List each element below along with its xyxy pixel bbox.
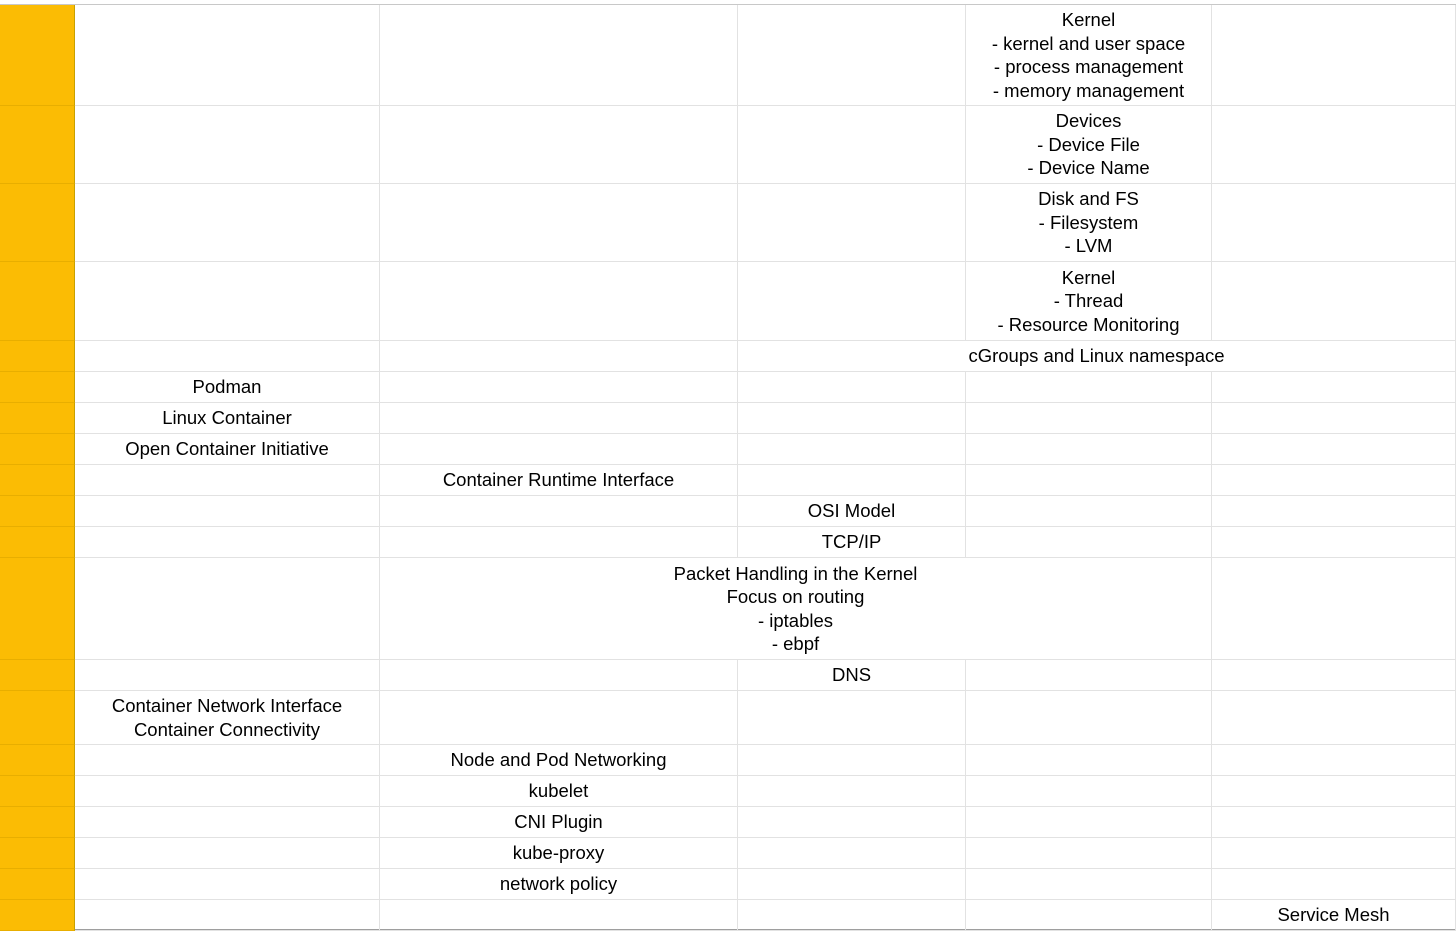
grid-cell[interactable] <box>738 745 966 776</box>
grid-cell[interactable] <box>380 434 738 465</box>
grid-cell[interactable] <box>966 691 1212 745</box>
row-header-cell[interactable] <box>0 558 75 660</box>
grid-cell[interactable] <box>966 807 1212 838</box>
grid-cell[interactable] <box>1212 262 1456 341</box>
grid-cell[interactable] <box>1212 776 1456 807</box>
row-header-cell[interactable] <box>0 434 75 465</box>
grid-cell[interactable] <box>75 807 380 838</box>
grid-cell[interactable] <box>380 106 738 184</box>
row-header-cell[interactable] <box>0 496 75 527</box>
row-header-cell[interactable] <box>0 776 75 807</box>
grid-cell[interactable] <box>1212 691 1456 745</box>
grid-cell[interactable] <box>75 496 380 527</box>
grid-cell[interactable] <box>75 838 380 869</box>
row-header-cell[interactable] <box>0 807 75 838</box>
cell-kernel-basics[interactable]: Kernel - kernel and user space - process management - memory management <box>966 5 1212 106</box>
spreadsheet-grid <box>0 4 1456 930</box>
grid-cell[interactable] <box>738 838 966 869</box>
grid-cell[interactable] <box>738 869 966 900</box>
cell-devices[interactable]: Devices - Device File - Device Name <box>966 106 1212 184</box>
grid-cell[interactable] <box>75 558 380 660</box>
grid-cell[interactable] <box>1212 106 1456 184</box>
row-header-cell[interactable] <box>0 184 75 262</box>
cell-kernel-threads[interactable]: Kernel - Thread - Resource Monitoring <box>966 262 1212 341</box>
grid-cell[interactable] <box>966 900 1212 931</box>
grid-cell[interactable] <box>75 465 380 496</box>
grid-cell[interactable] <box>1212 527 1456 558</box>
grid-cell[interactable] <box>75 776 380 807</box>
grid-cell[interactable] <box>738 434 966 465</box>
grid-cell[interactable] <box>75 869 380 900</box>
cell-node-and-pod-networking[interactable]: Node and Pod Networking <box>380 745 738 776</box>
row-header-cell[interactable] <box>0 465 75 496</box>
grid-cell[interactable] <box>738 184 966 262</box>
grid-cell[interactable] <box>738 262 966 341</box>
grid-cell[interactable] <box>738 900 966 931</box>
grid-cell[interactable] <box>380 403 738 434</box>
row-header-cell[interactable] <box>0 869 75 900</box>
grid-cell[interactable] <box>380 5 738 106</box>
grid-cell[interactable] <box>75 745 380 776</box>
grid-cell[interactable] <box>1212 496 1456 527</box>
cell-tcp-ip[interactable]: TCP/IP <box>738 527 966 558</box>
row-header-cell[interactable] <box>0 262 75 341</box>
grid-cell[interactable] <box>738 465 966 496</box>
grid-cell[interactable] <box>1212 434 1456 465</box>
row-header-cell[interactable] <box>0 838 75 869</box>
grid-cell[interactable] <box>1212 184 1456 262</box>
grid-cell[interactable] <box>738 5 966 106</box>
row-header-cell[interactable] <box>0 5 75 106</box>
grid-cell[interactable] <box>75 5 380 106</box>
cell-kube-proxy[interactable]: kube-proxy <box>380 838 738 869</box>
grid-cell[interactable] <box>1212 869 1456 900</box>
cell-container-network-interface[interactable]: Container Network Interface Container Connectivity <box>75 691 380 745</box>
cell-podman[interactable]: Podman <box>75 372 380 403</box>
grid-cell[interactable] <box>380 900 738 931</box>
row-header-cell[interactable] <box>0 106 75 184</box>
grid-cell[interactable] <box>75 527 380 558</box>
cell-packet-handling[interactable]: Packet Handling in the Kernel Focus on routing - iptables - ebpf <box>380 558 1212 660</box>
grid-cell[interactable] <box>738 807 966 838</box>
cell-disk-and-fs[interactable]: Disk and FS - Filesystem - LVM <box>966 184 1212 262</box>
grid-cell[interactable] <box>1212 465 1456 496</box>
grid-cell[interactable] <box>380 262 738 341</box>
row-header-cell[interactable] <box>0 691 75 745</box>
grid-cell[interactable] <box>966 660 1212 691</box>
grid-cell[interactable] <box>75 106 380 184</box>
cell-service-mesh[interactable]: Service Mesh <box>1212 900 1456 931</box>
row-header-cell[interactable] <box>0 660 75 691</box>
grid-cell[interactable] <box>966 372 1212 403</box>
grid-cell[interactable] <box>75 341 380 372</box>
grid-cell[interactable] <box>738 403 966 434</box>
grid-cell[interactable] <box>966 869 1212 900</box>
grid-cell[interactable] <box>1212 807 1456 838</box>
cell-container-runtime-interface[interactable]: Container Runtime Interface <box>380 465 738 496</box>
row-header-cell[interactable] <box>0 527 75 558</box>
grid-cell[interactable] <box>966 838 1212 869</box>
grid-cell[interactable] <box>1212 558 1456 660</box>
cell-open-container-initiative[interactable]: Open Container Initiative <box>75 434 380 465</box>
grid-cell[interactable] <box>1212 745 1456 776</box>
grid-cell[interactable] <box>380 660 738 691</box>
cell-cgroups-namespace[interactable]: cGroups and Linux namespace <box>738 341 1456 372</box>
grid-cell[interactable] <box>1212 403 1456 434</box>
grid-cell[interactable] <box>966 776 1212 807</box>
grid-cell[interactable] <box>1212 5 1456 106</box>
grid-cell[interactable] <box>75 660 380 691</box>
cell-osi-model[interactable]: OSI Model <box>738 496 966 527</box>
grid-cell[interactable] <box>738 776 966 807</box>
grid-cell[interactable] <box>380 341 738 372</box>
grid-cell[interactable] <box>738 106 966 184</box>
grid-cell[interactable] <box>738 372 966 403</box>
row-header-cell[interactable] <box>0 372 75 403</box>
grid-cell[interactable] <box>380 496 738 527</box>
grid-cell[interactable] <box>1212 372 1456 403</box>
grid-cell[interactable] <box>380 184 738 262</box>
grid-cell[interactable] <box>75 900 380 931</box>
grid-cell[interactable] <box>966 496 1212 527</box>
grid-cell[interactable] <box>380 372 738 403</box>
cell-dns[interactable]: DNS <box>738 660 966 691</box>
grid-cell[interactable] <box>75 184 380 262</box>
cell-network-policy[interactable]: network policy <box>380 869 738 900</box>
grid-cell[interactable] <box>966 745 1212 776</box>
grid-cell[interactable] <box>966 527 1212 558</box>
cell-linux-container[interactable]: Linux Container <box>75 403 380 434</box>
grid-cell[interactable] <box>380 527 738 558</box>
grid-cell[interactable] <box>966 403 1212 434</box>
cell-cni-plugin[interactable]: CNI Plugin <box>380 807 738 838</box>
grid-cell[interactable] <box>380 691 738 745</box>
grid-cell[interactable] <box>1212 838 1456 869</box>
grid-cell[interactable] <box>966 465 1212 496</box>
grid-cell[interactable] <box>966 434 1212 465</box>
cell-kubelet[interactable]: kubelet <box>380 776 738 807</box>
row-header-cell[interactable] <box>0 341 75 372</box>
row-header-cell[interactable] <box>0 745 75 776</box>
row-header-cell[interactable] <box>0 403 75 434</box>
grid-cell[interactable] <box>738 691 966 745</box>
grid-cell[interactable] <box>75 262 380 341</box>
grid-cell[interactable] <box>1212 660 1456 691</box>
row-header-cell[interactable] <box>0 900 75 931</box>
